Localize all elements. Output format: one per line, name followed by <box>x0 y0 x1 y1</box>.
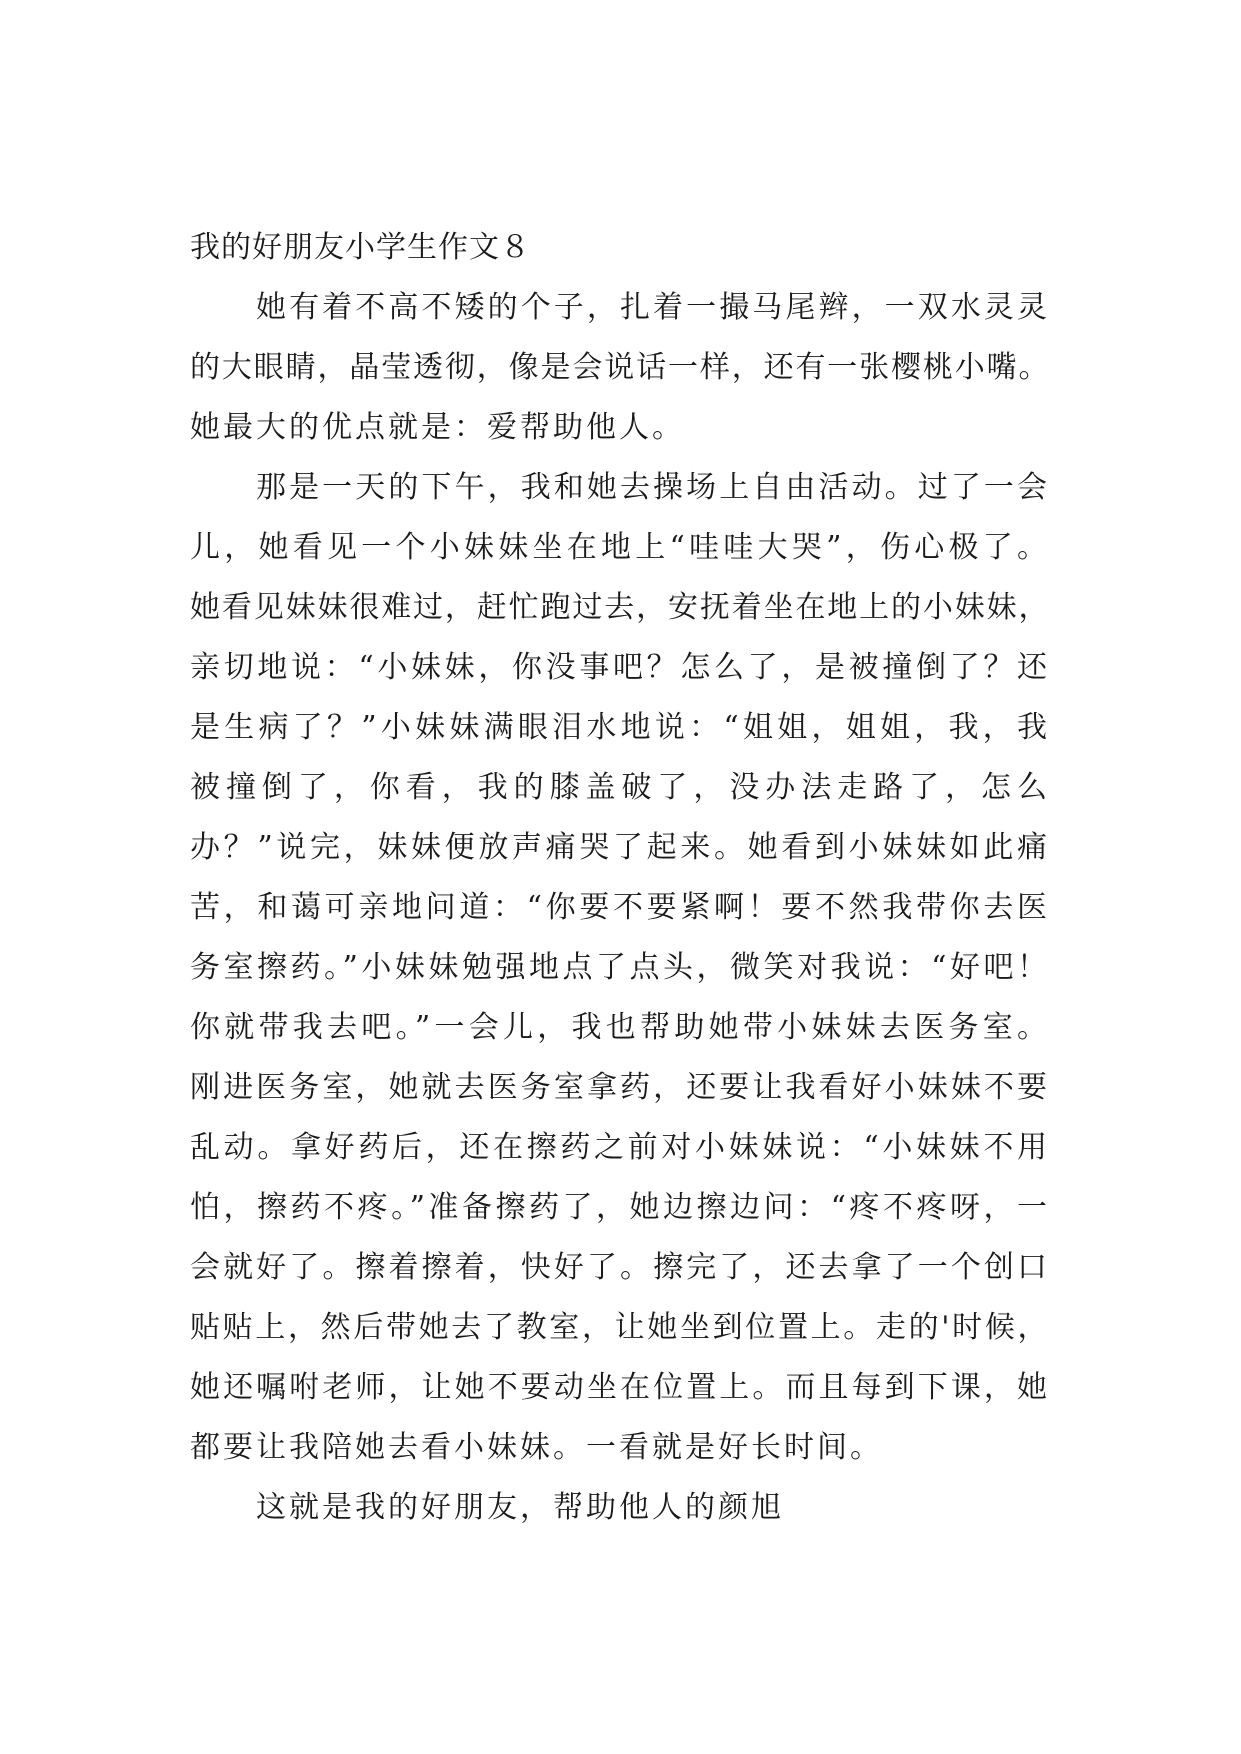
paragraph-line: 苦，和蔼可亲地问道：“你要不要紧啊！要不然我带你去医 <box>190 890 1050 925</box>
paragraph-line: 你就带我去吧。”一会儿，我也帮助她带小妹妹去医务室。 <box>190 1010 1050 1045</box>
paragraph-line: 的大眼睛，晶莹透彻，像是会说话一样，还有一张樱桃小嘴。 <box>190 350 1050 385</box>
paragraph-2 <box>190 458 1050 1478</box>
paragraph-line: 儿，她看见一个小妹妹坐在地上“哇哇大哭”，伤心极了。 <box>190 530 1050 565</box>
paragraph-line: 那是一天的下午，我和她去操场上自由活动。过了一会 <box>256 470 1050 505</box>
paragraph-line: 她最大的优点就是：爱帮助他人。 <box>190 410 685 445</box>
paragraph-line: 会就好了。擦着擦着，快好了。擦完了，还去拿了一个创口 <box>190 1250 1050 1285</box>
paragraph-line: 乱动。拿好药后，还在擦药之前对小妹妹说：“小妹妹不用 <box>190 1130 1050 1165</box>
paragraph-line: 怕，擦药不疼。”准备擦药了，她边擦边问：“疼不疼呀，一 <box>190 1190 1050 1225</box>
paragraph-line: 贴贴上，然后带她去了教室，让她坐到位置上。走的'时候， <box>190 1310 1050 1345</box>
paragraph-line: 务室擦药。”小妹妹勉强地点了点头，微笑对我说：“好吧！ <box>190 950 1050 985</box>
paragraph-line: 是生病了？”小妹妹满眼泪水地说：“姐姐，姐姐，我，我 <box>190 710 1050 745</box>
paragraph-3 <box>190 1478 1050 1538</box>
paragraph-line: 都要让我陪她去看小妹妹。一看就是好长时间。 <box>190 1430 883 1465</box>
essay-body <box>190 218 1050 1538</box>
paragraph-line: 刚进医务室，她就去医务室拿药，还要让我看好小妹妹不要 <box>190 1070 1050 1105</box>
paragraph-line: 她看见妹妹很难过，赶忙跑过去，安抚着坐在地上的小妹妹， <box>190 590 1050 625</box>
paragraph-line: 她还嘱咐老师，让她不要动坐在位置上。而且每到下课，她 <box>190 1370 1050 1405</box>
paragraph-1 <box>190 278 1050 458</box>
paragraph-line: 亲切地说：“小妹妹，你没事吧？怎么了，是被撞倒了？还 <box>190 650 1050 685</box>
essay-title: 我的好朋友小学生作文８ <box>190 230 531 265</box>
paragraph-line: 她有着不高不矮的个子，扎着一撮马尾辫，一双水灵灵 <box>256 290 1050 325</box>
paragraph-line: 这就是我的好朋友，帮助他人的颜旭 <box>256 1490 784 1525</box>
paragraph-line: 被撞倒了，你看，我的膝盖破了，没办法走路了，怎么 <box>190 770 1050 805</box>
paragraph-line: 办？”说完，妹妹便放声痛哭了起来。她看到小妹妹如此痛 <box>190 830 1050 865</box>
